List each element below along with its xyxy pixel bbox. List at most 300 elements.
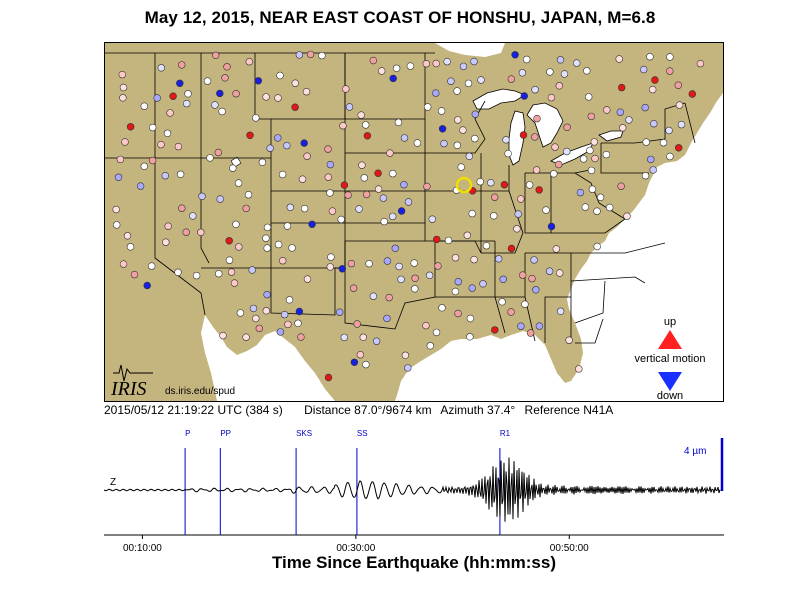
station-marker[interactable] bbox=[170, 93, 177, 100]
station-marker[interactable] bbox=[508, 309, 515, 316]
station-marker[interactable] bbox=[536, 187, 543, 194]
station-marker[interactable] bbox=[490, 212, 497, 219]
station-marker[interactable] bbox=[522, 301, 529, 308]
station-marker[interactable] bbox=[471, 135, 478, 142]
station-marker[interactable] bbox=[582, 204, 589, 211]
station-marker[interactable] bbox=[414, 140, 421, 147]
station-marker[interactable] bbox=[354, 321, 361, 328]
station-marker[interactable] bbox=[303, 88, 310, 95]
station-marker[interactable] bbox=[533, 167, 540, 174]
station-marker[interactable] bbox=[338, 216, 345, 223]
station-marker[interactable] bbox=[380, 195, 387, 202]
station-marker[interactable] bbox=[359, 162, 366, 169]
station-marker[interactable] bbox=[226, 237, 233, 244]
station-marker[interactable] bbox=[277, 72, 284, 79]
station-marker[interactable] bbox=[439, 125, 446, 132]
station-marker[interactable] bbox=[550, 170, 557, 177]
station-marker[interactable] bbox=[277, 329, 284, 336]
station-marker[interactable] bbox=[176, 80, 183, 87]
station-marker[interactable] bbox=[183, 229, 190, 236]
station-marker[interactable] bbox=[455, 310, 462, 317]
station-marker[interactable] bbox=[207, 155, 214, 162]
station-marker[interactable] bbox=[531, 257, 538, 264]
station-marker[interactable] bbox=[483, 242, 490, 249]
station-marker[interactable] bbox=[246, 58, 253, 65]
station-marker[interactable] bbox=[217, 196, 224, 203]
station-marker[interactable] bbox=[552, 144, 559, 151]
station-marker[interactable] bbox=[555, 161, 562, 168]
station-marker[interactable] bbox=[454, 117, 461, 124]
station-marker[interactable] bbox=[122, 139, 129, 146]
station-marker[interactable] bbox=[212, 52, 219, 59]
station-marker[interactable] bbox=[345, 192, 352, 199]
station-marker[interactable] bbox=[429, 216, 436, 223]
station-marker[interactable] bbox=[158, 64, 165, 71]
station-marker[interactable] bbox=[626, 117, 633, 124]
station-marker[interactable] bbox=[465, 80, 472, 87]
station-marker[interactable] bbox=[228, 269, 235, 276]
station-marker[interactable] bbox=[301, 205, 308, 212]
station-marker[interactable] bbox=[233, 221, 240, 228]
station-marker[interactable] bbox=[386, 294, 393, 301]
station-marker[interactable] bbox=[650, 167, 657, 174]
station-marker[interactable] bbox=[594, 243, 601, 250]
station-marker[interactable] bbox=[495, 255, 502, 262]
station-marker[interactable] bbox=[642, 104, 649, 111]
seismogram-trace[interactable] bbox=[104, 458, 720, 522]
station-marker[interactable] bbox=[647, 53, 654, 60]
station-marker[interactable] bbox=[563, 148, 570, 155]
station-marker[interactable] bbox=[460, 127, 467, 134]
station-marker[interactable] bbox=[519, 69, 526, 76]
station-map[interactable] bbox=[104, 42, 724, 402]
station-marker[interactable] bbox=[660, 139, 667, 146]
station-marker[interactable] bbox=[256, 325, 263, 332]
station-marker[interactable] bbox=[346, 104, 353, 111]
station-marker[interactable] bbox=[292, 80, 299, 87]
station-marker[interactable] bbox=[469, 285, 476, 292]
station-marker[interactable] bbox=[405, 199, 412, 206]
station-marker[interactable] bbox=[618, 183, 625, 190]
station-marker[interactable] bbox=[220, 332, 227, 339]
station-marker[interactable] bbox=[263, 307, 270, 314]
station-marker[interactable] bbox=[675, 82, 682, 89]
station-marker[interactable] bbox=[307, 51, 314, 58]
station-marker[interactable] bbox=[448, 78, 455, 85]
station-marker[interactable] bbox=[341, 334, 348, 341]
station-marker[interactable] bbox=[435, 263, 442, 270]
station-marker[interactable] bbox=[460, 63, 467, 70]
station-marker[interactable] bbox=[666, 127, 673, 134]
station-marker[interactable] bbox=[222, 74, 229, 81]
station-marker[interactable] bbox=[445, 237, 452, 244]
station-marker[interactable] bbox=[364, 132, 371, 139]
station-marker[interactable] bbox=[508, 76, 515, 83]
station-marker[interactable] bbox=[283, 142, 290, 149]
station-marker[interactable] bbox=[423, 322, 430, 329]
station-marker[interactable] bbox=[119, 71, 126, 78]
station-marker[interactable] bbox=[204, 78, 211, 85]
station-marker[interactable] bbox=[454, 142, 461, 149]
station-marker[interactable] bbox=[412, 275, 419, 282]
station-marker[interactable] bbox=[175, 269, 182, 276]
station-marker[interactable] bbox=[402, 352, 409, 359]
station-marker[interactable] bbox=[370, 57, 377, 64]
station-marker[interactable] bbox=[366, 260, 373, 267]
station-marker[interactable] bbox=[556, 270, 563, 277]
station-marker[interactable] bbox=[520, 132, 527, 139]
station-marker[interactable] bbox=[667, 153, 674, 160]
station-marker[interactable] bbox=[491, 327, 498, 334]
station-marker[interactable] bbox=[553, 246, 560, 253]
station-marker[interactable] bbox=[536, 323, 543, 330]
station-marker[interactable] bbox=[164, 130, 171, 137]
station-marker[interactable] bbox=[309, 221, 316, 228]
station-marker[interactable] bbox=[667, 54, 674, 61]
station-marker[interactable] bbox=[154, 95, 161, 102]
station-marker[interactable] bbox=[678, 121, 685, 128]
station-marker[interactable] bbox=[304, 153, 311, 160]
station-marker[interactable] bbox=[216, 90, 223, 97]
station-marker[interactable] bbox=[247, 132, 254, 139]
station-marker[interactable] bbox=[141, 103, 148, 110]
station-marker[interactable] bbox=[329, 208, 336, 215]
station-marker[interactable] bbox=[264, 224, 271, 231]
station-marker[interactable] bbox=[592, 155, 599, 162]
station-marker[interactable] bbox=[137, 183, 144, 190]
station-marker[interactable] bbox=[411, 260, 418, 267]
station-marker[interactable] bbox=[264, 291, 271, 298]
station-marker[interactable] bbox=[619, 124, 626, 131]
station-marker[interactable] bbox=[575, 366, 582, 373]
us-map-svg[interactable] bbox=[105, 43, 723, 401]
station-marker[interactable] bbox=[296, 52, 303, 59]
station-marker[interactable] bbox=[499, 298, 506, 305]
station-marker[interactable] bbox=[197, 229, 204, 236]
station-marker[interactable] bbox=[287, 204, 294, 211]
station-marker[interactable] bbox=[286, 296, 293, 303]
station-marker[interactable] bbox=[387, 150, 394, 157]
station-marker[interactable] bbox=[689, 91, 696, 98]
station-marker[interactable] bbox=[327, 161, 334, 168]
station-marker[interactable] bbox=[454, 88, 461, 95]
station-marker[interactable] bbox=[566, 337, 573, 344]
station-marker[interactable] bbox=[467, 333, 474, 340]
station-marker[interactable] bbox=[452, 254, 459, 261]
station-marker[interactable] bbox=[433, 329, 440, 336]
station-marker[interactable] bbox=[594, 208, 601, 215]
station-marker[interactable] bbox=[458, 164, 465, 171]
station-marker[interactable] bbox=[351, 359, 358, 366]
station-marker[interactable] bbox=[393, 65, 400, 72]
station-marker[interactable] bbox=[523, 56, 530, 63]
station-marker[interactable] bbox=[617, 109, 624, 116]
station-marker[interactable] bbox=[235, 180, 242, 187]
station-marker[interactable] bbox=[392, 245, 399, 252]
station-marker[interactable] bbox=[124, 232, 131, 239]
station-marker[interactable] bbox=[325, 374, 332, 381]
station-marker[interactable] bbox=[583, 67, 590, 74]
station-marker[interactable] bbox=[487, 179, 494, 186]
station-marker[interactable] bbox=[231, 280, 238, 287]
station-marker[interactable] bbox=[438, 108, 445, 115]
station-marker[interactable] bbox=[370, 293, 377, 300]
station-marker[interactable] bbox=[148, 263, 155, 270]
station-marker[interactable] bbox=[162, 239, 169, 246]
station-marker[interactable] bbox=[363, 191, 370, 198]
station-marker[interactable] bbox=[178, 205, 185, 212]
station-marker[interactable] bbox=[561, 71, 568, 78]
station-marker[interactable] bbox=[404, 365, 411, 372]
station-marker[interactable] bbox=[127, 123, 134, 130]
station-marker[interactable] bbox=[519, 272, 526, 279]
station-marker[interactable] bbox=[478, 77, 485, 84]
station-marker[interactable] bbox=[336, 309, 343, 316]
station-marker[interactable] bbox=[616, 56, 623, 63]
station-marker[interactable] bbox=[547, 69, 554, 76]
station-marker[interactable] bbox=[548, 94, 555, 101]
station-marker[interactable] bbox=[224, 63, 231, 70]
station-marker[interactable] bbox=[275, 95, 282, 102]
station-marker[interactable] bbox=[375, 186, 382, 193]
station-marker[interactable] bbox=[532, 286, 539, 293]
station-marker[interactable] bbox=[298, 334, 305, 341]
station-marker[interactable] bbox=[249, 267, 256, 274]
station-marker[interactable] bbox=[464, 232, 471, 239]
station-marker[interactable] bbox=[508, 245, 515, 252]
station-marker[interactable] bbox=[697, 60, 704, 67]
station-marker[interactable] bbox=[597, 194, 604, 201]
station-marker[interactable] bbox=[255, 77, 262, 84]
station-marker[interactable] bbox=[212, 102, 219, 109]
station-marker[interactable] bbox=[650, 120, 657, 127]
station-marker[interactable] bbox=[199, 193, 206, 200]
station-marker[interactable] bbox=[676, 102, 683, 109]
station-marker[interactable] bbox=[292, 104, 299, 111]
station-marker[interactable] bbox=[275, 241, 282, 248]
station-marker[interactable] bbox=[263, 94, 270, 101]
station-marker[interactable] bbox=[325, 174, 332, 181]
station-marker[interactable] bbox=[356, 206, 363, 213]
station-marker[interactable] bbox=[162, 172, 169, 179]
station-marker[interactable] bbox=[444, 58, 451, 65]
station-marker[interactable] bbox=[158, 141, 165, 148]
station-marker[interactable] bbox=[548, 223, 555, 230]
station-marker[interactable] bbox=[469, 210, 476, 217]
station-marker[interactable] bbox=[643, 139, 650, 146]
station-marker[interactable] bbox=[455, 278, 462, 285]
station-marker[interactable] bbox=[117, 156, 124, 163]
station-marker[interactable] bbox=[175, 143, 182, 150]
station-marker[interactable] bbox=[427, 342, 434, 349]
station-marker[interactable] bbox=[281, 311, 288, 318]
station-marker[interactable] bbox=[295, 320, 302, 327]
station-marker[interactable] bbox=[358, 112, 365, 119]
station-marker[interactable] bbox=[384, 315, 391, 322]
station-marker[interactable] bbox=[505, 150, 512, 157]
station-marker[interactable] bbox=[557, 56, 564, 63]
station-marker[interactable] bbox=[279, 257, 286, 264]
station-marker[interactable] bbox=[531, 134, 538, 141]
station-marker[interactable] bbox=[591, 139, 598, 146]
station-marker[interactable] bbox=[521, 93, 528, 100]
station-marker[interactable] bbox=[219, 108, 226, 115]
station-marker[interactable] bbox=[215, 149, 222, 156]
station-marker[interactable] bbox=[471, 58, 478, 65]
station-marker[interactable] bbox=[557, 308, 564, 315]
station-marker[interactable] bbox=[185, 90, 192, 97]
station-marker[interactable] bbox=[141, 163, 148, 170]
station-marker[interactable] bbox=[439, 304, 446, 311]
station-marker[interactable] bbox=[514, 225, 521, 232]
station-marker[interactable] bbox=[350, 285, 357, 292]
station-marker[interactable] bbox=[304, 276, 311, 283]
station-marker[interactable] bbox=[401, 135, 408, 142]
station-marker[interactable] bbox=[588, 167, 595, 174]
station-marker[interactable] bbox=[341, 182, 348, 189]
station-marker[interactable] bbox=[426, 272, 433, 279]
station-marker[interactable] bbox=[480, 280, 487, 287]
station-marker[interactable] bbox=[149, 124, 156, 131]
station-marker[interactable] bbox=[357, 351, 364, 358]
station-marker[interactable] bbox=[373, 338, 380, 345]
station-marker[interactable] bbox=[503, 136, 510, 143]
station-marker[interactable] bbox=[115, 174, 122, 181]
station-marker[interactable] bbox=[250, 305, 257, 312]
station-marker[interactable] bbox=[384, 258, 391, 265]
station-marker[interactable] bbox=[580, 156, 587, 163]
station-marker[interactable] bbox=[327, 264, 334, 271]
station-marker[interactable] bbox=[652, 77, 659, 84]
station-marker[interactable] bbox=[472, 111, 479, 118]
station-marker[interactable] bbox=[466, 153, 473, 160]
station-marker[interactable] bbox=[587, 147, 594, 154]
station-marker[interactable] bbox=[543, 207, 550, 214]
station-marker[interactable] bbox=[243, 334, 250, 341]
station-marker[interactable] bbox=[375, 170, 382, 177]
station-marker[interactable] bbox=[675, 144, 682, 151]
station-marker[interactable] bbox=[395, 119, 402, 126]
station-marker[interactable] bbox=[424, 183, 431, 190]
station-marker[interactable] bbox=[252, 115, 259, 122]
station-marker[interactable] bbox=[120, 84, 127, 91]
station-marker[interactable] bbox=[647, 156, 654, 163]
station-marker[interactable] bbox=[546, 268, 553, 275]
station-marker[interactable] bbox=[471, 256, 478, 263]
station-marker[interactable] bbox=[131, 271, 138, 278]
station-marker[interactable] bbox=[396, 263, 403, 270]
station-marker[interactable] bbox=[319, 52, 326, 59]
station-marker[interactable] bbox=[577, 189, 584, 196]
station-marker[interactable] bbox=[389, 213, 396, 220]
station-marker[interactable] bbox=[120, 94, 127, 101]
station-marker[interactable] bbox=[120, 261, 127, 268]
station-marker[interactable] bbox=[398, 276, 405, 283]
station-marker[interactable] bbox=[178, 62, 185, 69]
station-marker[interactable] bbox=[666, 68, 673, 75]
station-marker[interactable] bbox=[252, 315, 259, 322]
station-marker[interactable] bbox=[296, 308, 303, 315]
station-marker[interactable] bbox=[165, 223, 172, 230]
station-marker[interactable] bbox=[167, 110, 174, 117]
station-marker[interactable] bbox=[589, 186, 596, 193]
station-marker[interactable] bbox=[299, 176, 306, 183]
station-marker[interactable] bbox=[215, 270, 222, 277]
station-marker[interactable] bbox=[339, 265, 346, 272]
station-marker[interactable] bbox=[325, 146, 332, 153]
station-marker[interactable] bbox=[501, 181, 508, 188]
station-marker[interactable] bbox=[378, 68, 385, 75]
station-marker[interactable] bbox=[328, 254, 335, 261]
station-marker[interactable] bbox=[526, 182, 533, 189]
station-marker[interactable] bbox=[534, 115, 541, 122]
station-marker[interactable] bbox=[274, 135, 281, 142]
station-marker[interactable] bbox=[342, 86, 349, 93]
station-marker[interactable] bbox=[398, 208, 405, 215]
seismogram-panel[interactable] bbox=[104, 428, 724, 553]
station-marker[interactable] bbox=[259, 159, 266, 166]
station-marker[interactable] bbox=[144, 282, 151, 289]
station-marker[interactable] bbox=[433, 236, 440, 243]
station-marker[interactable] bbox=[226, 257, 233, 264]
station-marker[interactable] bbox=[432, 90, 439, 97]
station-marker[interactable] bbox=[229, 165, 236, 172]
station-marker[interactable] bbox=[127, 243, 134, 250]
station-marker[interactable] bbox=[517, 196, 524, 203]
station-marker[interactable] bbox=[649, 86, 656, 93]
station-marker[interactable] bbox=[245, 191, 252, 198]
station-marker[interactable] bbox=[285, 321, 292, 328]
station-marker[interactable] bbox=[362, 122, 369, 129]
station-marker[interactable] bbox=[113, 222, 120, 229]
station-marker[interactable] bbox=[424, 104, 431, 111]
station-marker[interactable] bbox=[363, 361, 370, 368]
station-marker[interactable] bbox=[267, 145, 274, 152]
station-marker[interactable] bbox=[640, 66, 647, 73]
station-marker[interactable] bbox=[588, 113, 595, 120]
station-marker[interactable] bbox=[603, 107, 610, 114]
station-marker[interactable] bbox=[606, 204, 613, 211]
station-marker[interactable] bbox=[390, 75, 397, 82]
station-marker[interactable] bbox=[603, 151, 610, 158]
station-marker[interactable] bbox=[529, 275, 536, 282]
station-marker[interactable] bbox=[407, 63, 414, 70]
station-marker[interactable] bbox=[284, 223, 291, 230]
station-marker[interactable] bbox=[149, 157, 156, 164]
station-marker[interactable] bbox=[113, 206, 120, 213]
station-marker[interactable] bbox=[441, 140, 448, 147]
station-marker[interactable] bbox=[518, 323, 525, 330]
station-marker[interactable] bbox=[585, 94, 592, 101]
station-marker[interactable] bbox=[467, 315, 474, 322]
station-marker[interactable] bbox=[389, 170, 396, 177]
station-marker[interactable] bbox=[233, 90, 240, 97]
station-marker[interactable] bbox=[327, 190, 334, 197]
spud-url[interactable]: ds.iris.edu/spud bbox=[165, 386, 236, 397]
station-marker[interactable] bbox=[556, 82, 563, 89]
station-marker[interactable] bbox=[263, 235, 270, 242]
station-marker[interactable] bbox=[183, 100, 190, 107]
station-marker[interactable] bbox=[491, 194, 498, 201]
station-marker[interactable] bbox=[573, 60, 580, 67]
station-marker[interactable] bbox=[243, 205, 250, 212]
station-marker[interactable] bbox=[411, 285, 418, 292]
station-marker[interactable] bbox=[361, 174, 368, 181]
station-marker[interactable] bbox=[301, 140, 308, 147]
station-marker[interactable] bbox=[642, 172, 649, 179]
station-marker[interactable] bbox=[452, 288, 459, 295]
station-marker[interactable] bbox=[477, 178, 484, 185]
